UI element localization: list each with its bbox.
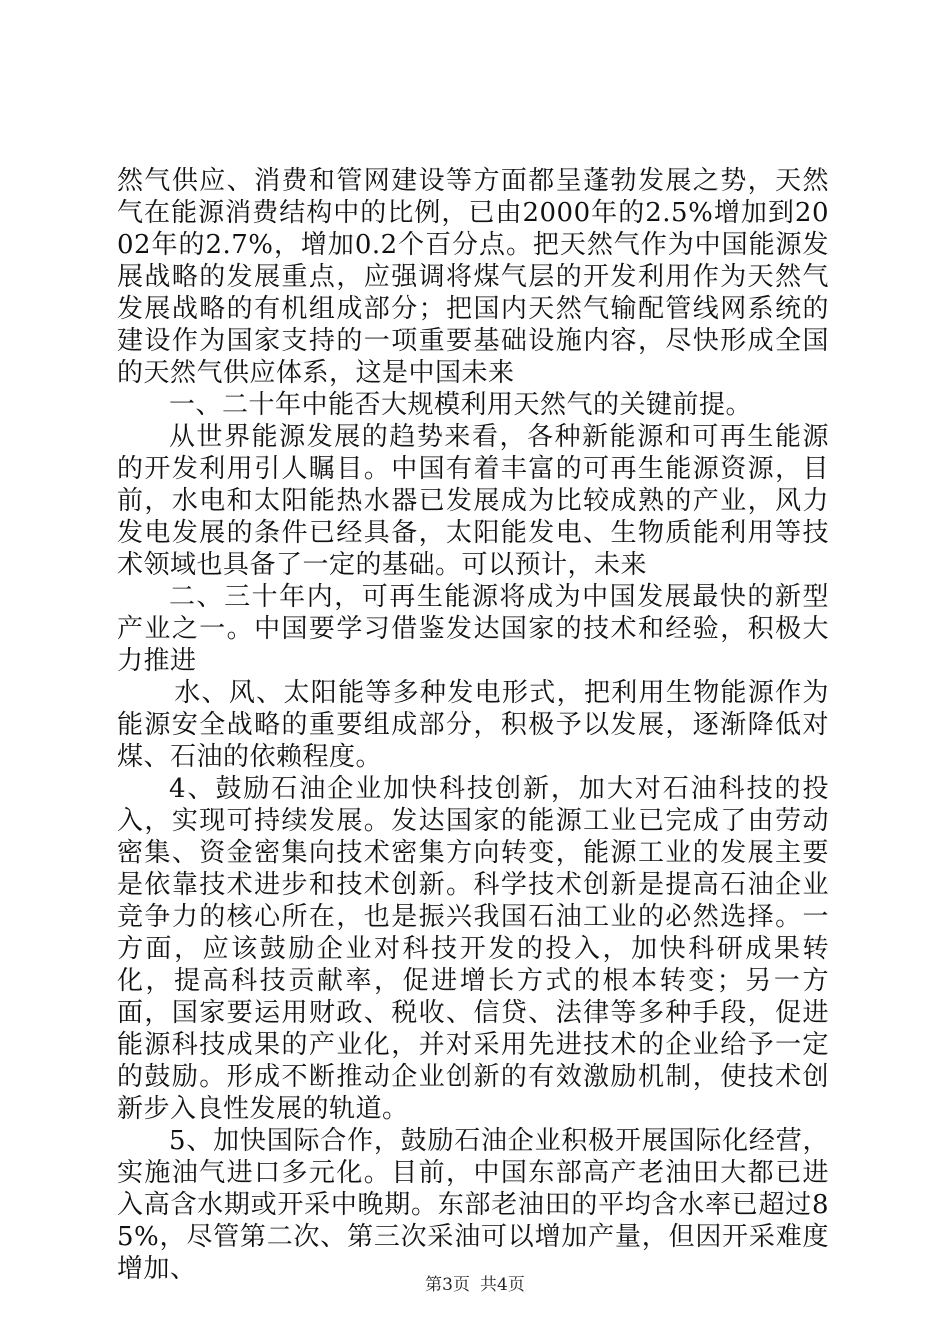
page-number: 第3页 xyxy=(425,1275,470,1295)
paragraph-renewable-energy: 从世界能源发展的趋势来看，各种新能源和可再生能源的开发利用引人瞩目。中国有着丰富的可再生能源资源，目前，水电和太阳能热水器已发展成为比较成熟的产业，风力发电发展的条件已经具备，太阳能发电、生物质能利用等技术领域也具备了一定的基础。可以预计，未来 xyxy=(117,422,829,580)
paragraph-tech-innovation: 4、鼓励石油企业加快科技创新，加大对石油科技的投入，实现可持续发展。发达国家的能源工业已完成了由劳动密集、资金密集向技术密集方向转变，能源工业的发展主要是依靠技术进步和技术创新。科学技术创新是提高石油企业竞争力的核心所在，也是振兴我国石油工业的必然选择。一方面，应该鼓励企业对科技开发的投入，加快科研成果转化，提高科技贡献率，促进增长方式的根本转变；另一方面，国家要运用财政、税收、信贷、法律等多种手段，促进能源科技成果的产业化，并对采用先进技术的企业给予一定的鼓励。形成不断推动企业创新的有效激励机制，使技术创新步入良性发展的轨道。 xyxy=(117,774,829,1124)
page-total: 共4页 xyxy=(480,1275,525,1295)
paragraph-natural-gas: 然气供应、消费和管网建设等方面都呈蓬勃发展之势，天然气在能源消费结构中的比例，已由2000年的2.5%增加到2002年的2.7%，增加0.2个百分点。把天然气作为中国能源发展战略的发展重点，应强调将煤气层的开发利用作为天然气发展战略的有机组成部分；把国内天然气输配管线网系统的建设作为国家支持的一项重要基础设施内容，尽快形成全国的天然气供应体系，这是中国未来 xyxy=(117,166,829,388)
paragraph-natural-gas-premise: 一、二十年中能否大规模利用天然气的关键前提。 xyxy=(169,390,753,420)
paragraph-renewable-industry: 二、三十年内，可再生能源将成为中国发展最快的新型产业之一。中国要学习借鉴发达国家的技术和经验，积极大力推进 xyxy=(117,582,829,676)
paragraph-international-cooperation: 5、加快国际合作，鼓励石油企业积极开展国际化经营，实施油气进口多元化。目前，中国东部高产老油田大都已进入高含水期或开采中晚期。东部老油田的平均含水率已超过85%，尽管第二次、第三次采油可以增加产量，但因开采难度增加、 xyxy=(117,1126,829,1284)
page-footer xyxy=(0,1274,950,1296)
document-body xyxy=(117,165,829,1285)
paragraph-power-generation: 水、风、太阳能等多种发电形式，把利用生物能源作为能源安全战略的重要组成部分，积极予以发展，逐渐降低对煤、石油的依赖程度。 xyxy=(117,678,829,772)
